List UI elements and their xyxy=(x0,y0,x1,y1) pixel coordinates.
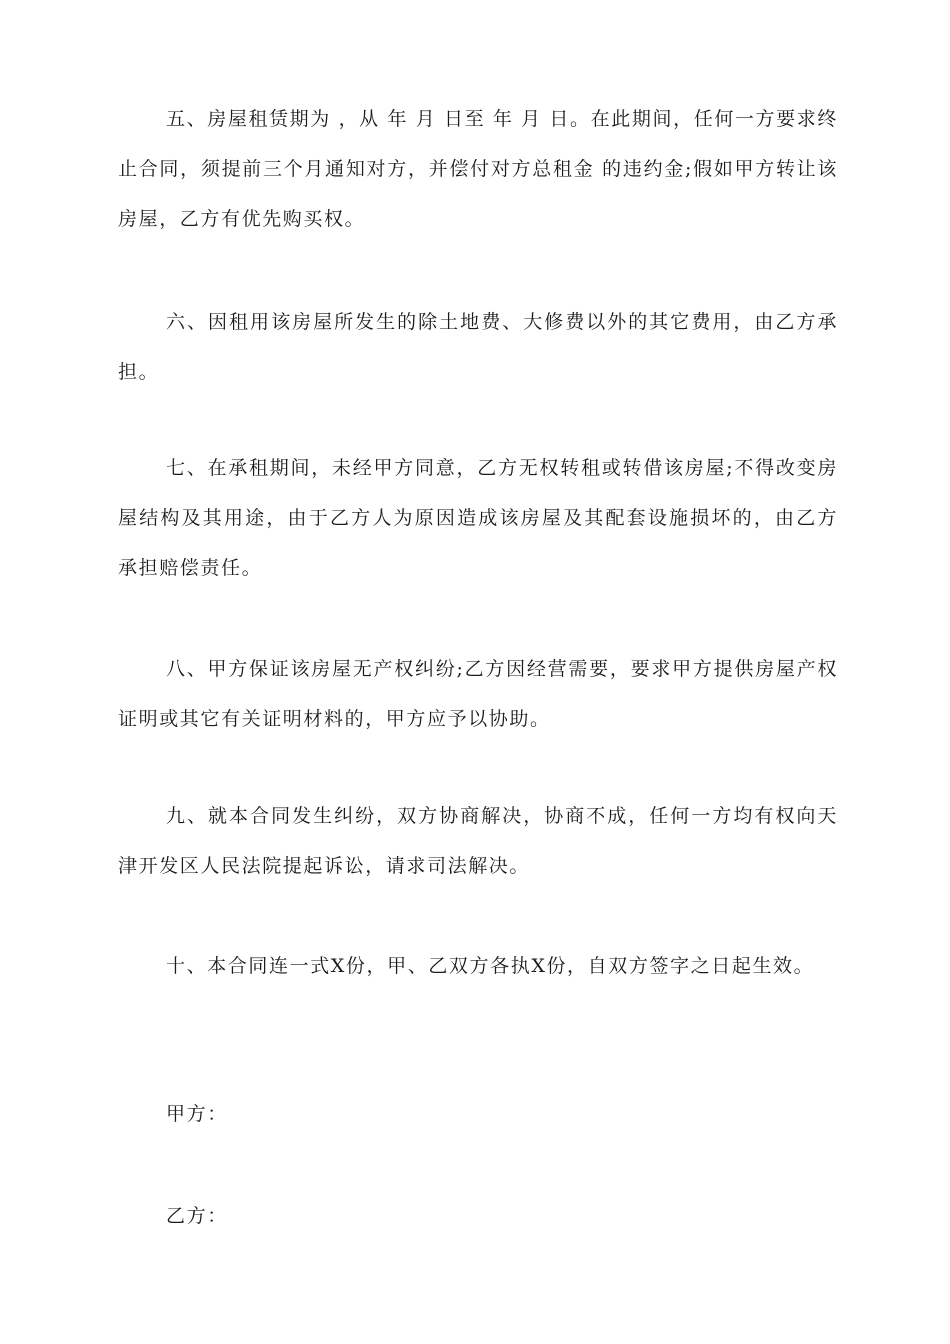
clause-5: 五、房屋租赁期为 ，从 年 月 日至 年 月 日。在此期间，任何一方要求终止合同，须提前三个月通知对方，并偿付对方总租金 的违约金;假如甲方转让该房屋，乙方有优先购买权。 xyxy=(118,108,838,230)
clause-10: 十、本合同连一式X份，甲、乙双方各执X份，自双方签字之日起生效。 xyxy=(166,955,815,977)
party-a-signature: 甲方： xyxy=(166,1103,228,1125)
clause-8: 八、甲方保证该房屋无产权纠纷;乙方因经营需要，要求甲方提供房屋产权证明或其它有关证明材料的，甲方应予以协助。 xyxy=(118,658,838,730)
clause-6: 六、因租用该房屋所发生的除土地费、大修费以外的其它费用，由乙方承担。 xyxy=(118,311,838,383)
clause-9: 九、就本合同发生纠纷，双方协商解决，协商不成，任何一方均有权向天津开发区人民法院提起诉讼，请求司法解决。 xyxy=(118,805,838,877)
clause-7: 七、在承租期间，未经甲方同意，乙方无权转租或转借该房屋;不得改变房屋结构及其用途，由于乙方人为原因造成该房屋及其配套设施损坏的，由乙方承担赔偿责任。 xyxy=(118,457,838,579)
party-b-signature: 乙方： xyxy=(166,1205,228,1227)
